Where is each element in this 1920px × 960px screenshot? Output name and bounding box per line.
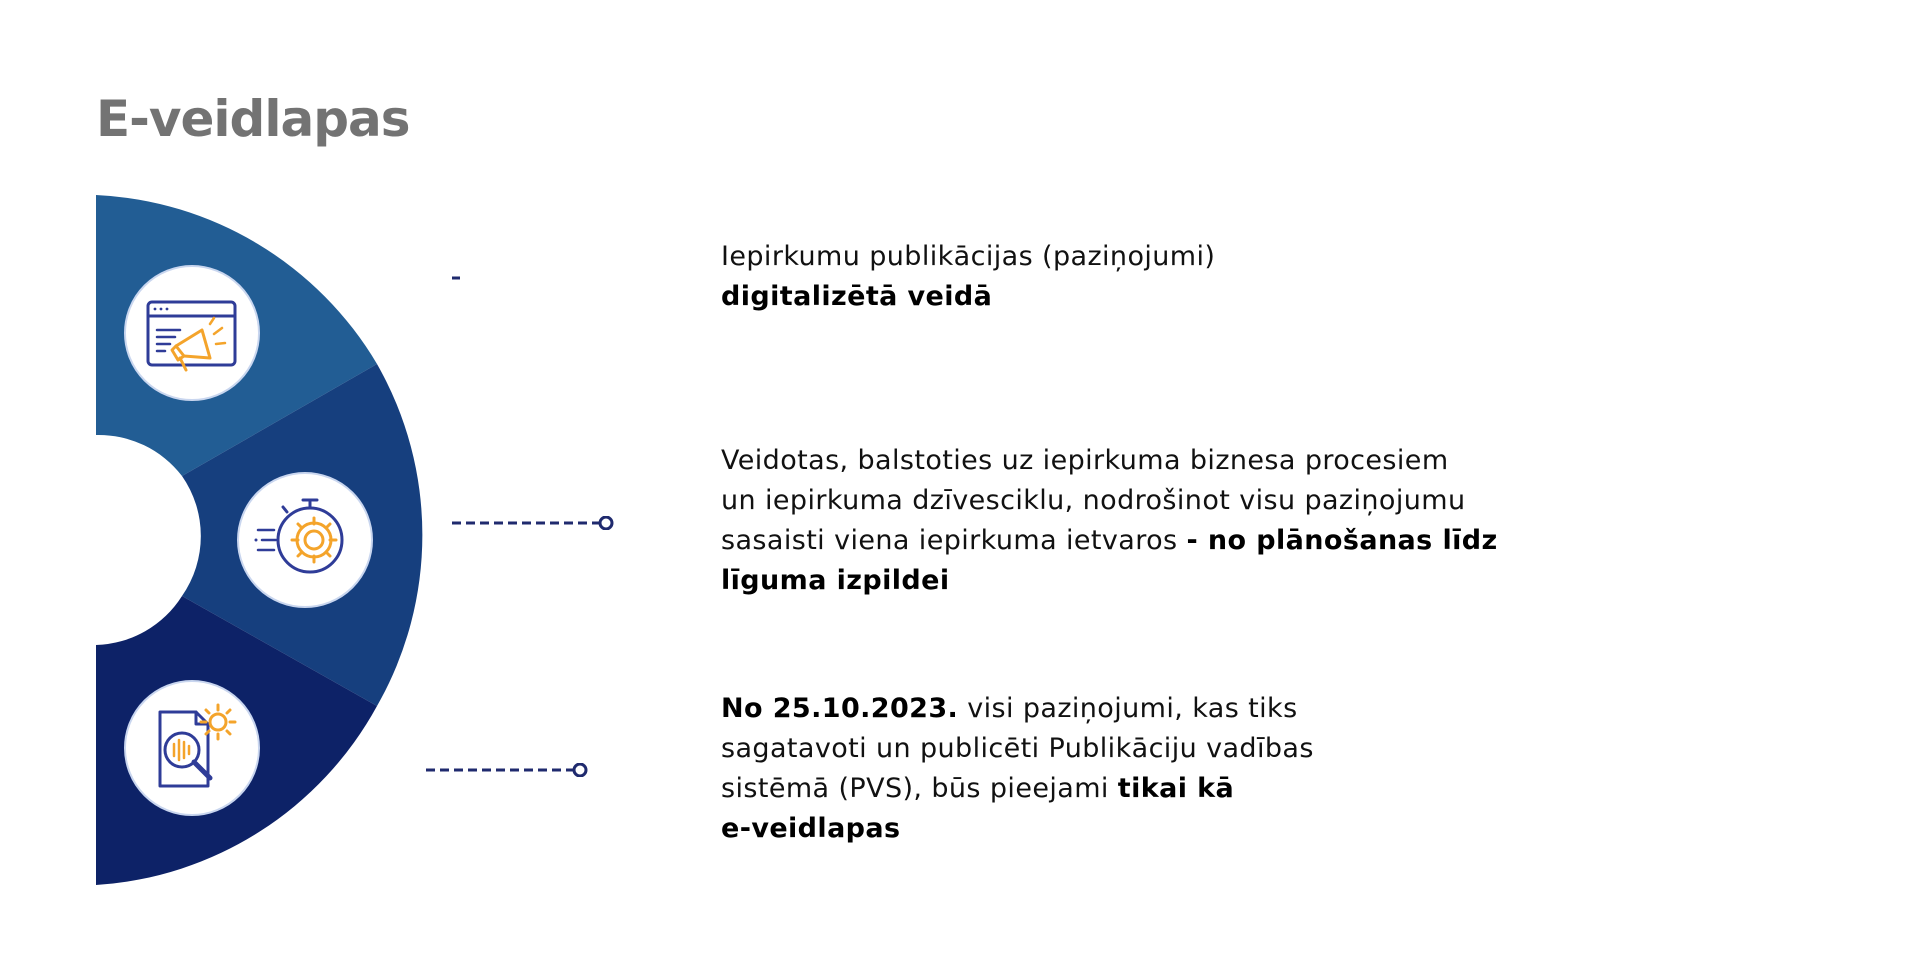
icon-circle-1 — [125, 266, 259, 400]
description-line — [721, 729, 1314, 769]
page-title: E-veidlapas — [96, 90, 410, 148]
connector-1 — [452, 272, 460, 284]
description-text-bold: - no plānošanas līdz — [1186, 525, 1498, 556]
description-text: sasaisti viena iepirkuma ietvaros — [721, 525, 1187, 556]
description-line — [721, 277, 1215, 317]
description-2 — [721, 441, 1498, 601]
description-text-bold: digitalizētā veidā — [721, 281, 993, 312]
icon-circle-3 — [125, 681, 259, 815]
description-text: visi paziņojumi, kas tiks — [958, 693, 1298, 724]
icon-circle-2 — [238, 473, 372, 607]
description-text-bold: e-veidlapas — [721, 813, 901, 844]
description-line — [721, 561, 1498, 601]
description-text: un iepirkuma dzīvesciklu, nodrošinot visu paziņojumu — [721, 485, 1466, 516]
description-line — [721, 237, 1215, 277]
description-line — [721, 689, 1314, 729]
description-line — [721, 441, 1498, 481]
description-line — [721, 769, 1314, 809]
description-line — [721, 481, 1498, 521]
description-3 — [721, 689, 1314, 849]
description-text: Iepirkumu publikācijas (paziņojumi) — [721, 241, 1216, 272]
description-text: Veidotas, balstoties uz iepirkuma biznesa procesiem — [721, 445, 1449, 476]
description-text-bold: līguma izpildei — [721, 565, 950, 596]
half-donut-diagram — [0, 0, 460, 960]
connector-3 — [424, 763, 594, 777]
description-line — [721, 521, 1498, 561]
description-text-bold: No 25.10.2023. — [721, 693, 959, 724]
description-text: sagatavoti un publicēti Publikāciju vadības — [721, 733, 1314, 764]
description-1 — [721, 237, 1215, 317]
description-text-bold: tikai kā — [1117, 773, 1235, 804]
description-text: sistēmā (PVS), būs pieejami — [721, 773, 1118, 804]
description-line — [721, 809, 1314, 849]
connector-2 — [450, 516, 620, 530]
